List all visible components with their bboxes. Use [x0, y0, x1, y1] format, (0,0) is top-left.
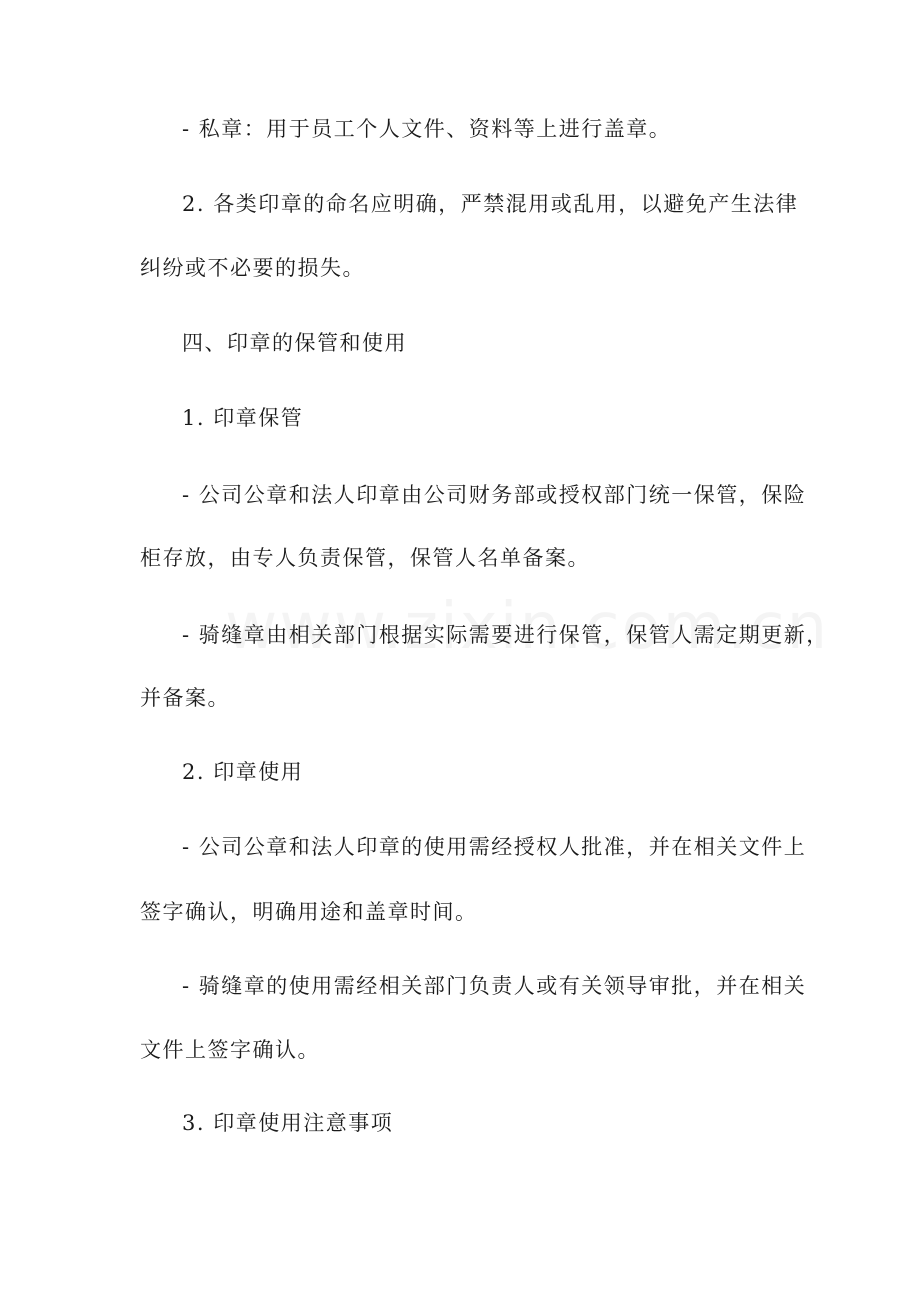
subheading-seal-custody: 1. 印章保管 [182, 406, 304, 430]
text-line-seal-naming-cont: 纠纷或不必要的损失。 [140, 256, 365, 280]
text-line-company-seal-use-cont: 签字确认，明确用途和盖章时间。 [140, 900, 478, 924]
text-line-company-seal-custody: - 公司公章和法人印章由公司财务部或授权部门统一保管，保险 [182, 483, 807, 507]
subheading-seal-use: 2. 印章使用 [182, 760, 304, 784]
text-line-seam-seal-use: - 骑缝章的使用需经相关部门负责人或有关领导审批，并在相关 [182, 974, 807, 998]
text-line-seam-seal-custody-cont: 并备案。 [140, 686, 230, 710]
text-line-seal-naming: 2. 各类印章的命名应明确，严禁混用或乱用，以避免产生法律 [182, 192, 799, 216]
text-line-seam-seal-custody: - 骑缝章由相关部门根据实际需要进行保管，保管人需定期更新， [182, 623, 829, 647]
text-line-company-seal-custody-cont: 柜存放，由专人负责保管，保管人名单备案。 [140, 546, 590, 570]
text-line-company-seal-use: - 公司公章和法人印章的使用需经授权人批准，并在相关文件上 [182, 835, 807, 859]
section-heading-4: 四、印章的保管和使用 [182, 331, 407, 355]
text-line-private-seal: - 私章：用于员工个人文件、资料等上进行盖章。 [182, 117, 672, 141]
text-line-seam-seal-use-cont: 文件上签字确认。 [140, 1038, 320, 1062]
subheading-seal-use-notes: 3. 印章使用注意事项 [182, 1111, 394, 1135]
